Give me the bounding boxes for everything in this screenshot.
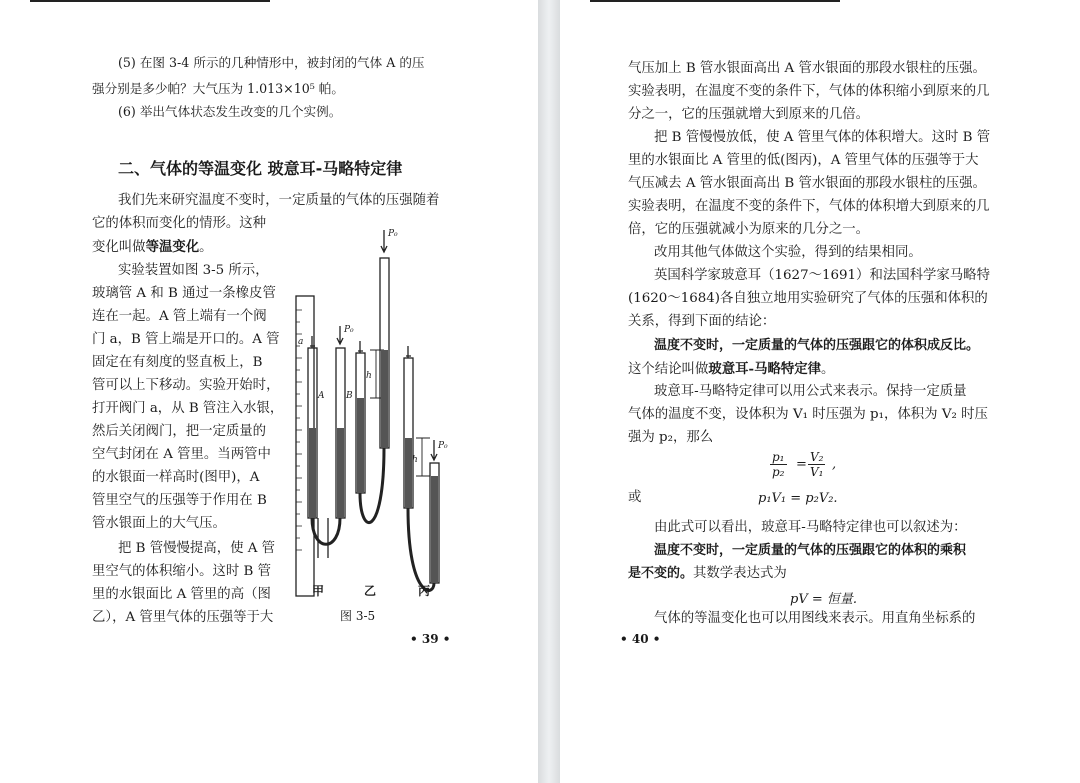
- label-h-bing: h: [412, 455, 418, 465]
- law-name-line: 这个结论叫做玻意耳-马略特定律。: [628, 361, 835, 377]
- body-line: 里空气的体积缩小。这时 B 管: [92, 564, 272, 579]
- restate-line: 由此式可以看出，玻意耳-马略特定律也可以叙述为：: [654, 520, 967, 535]
- body-line: 管可以上下移动。实验开始时，: [92, 378, 280, 393]
- body-line: 把 B 管慢慢放低，使 A 管里气体的体积增大。这时 B 管: [654, 130, 991, 145]
- body-line: 打开阀门 a，从 B 管注入水银，: [92, 401, 284, 416]
- eq1-comma: ,: [832, 457, 837, 472]
- question-5-line1: (5) 在图 3-4 所示的几种情形中，被封闭的气体 A 的压: [118, 55, 425, 70]
- section-heading: 二、气体的等温变化 玻意耳-马略特定律: [118, 159, 403, 178]
- figure-caption: 图 3-5: [340, 609, 376, 623]
- body-line: 气压减去 A 管水银面高出 B 管水银面的那段水银柱的压强。: [628, 176, 986, 191]
- law2-line1: 温度不变时，一定质量的气体的压强跟它的体积的乘积: [654, 543, 967, 558]
- eq2: p₁V₁ = p₂V₂.: [758, 491, 838, 506]
- law-name: 玻意耳-马略特定律: [708, 361, 822, 377]
- question-6: (6) 举出气体状态发生改变的几个实例。: [118, 104, 342, 119]
- top-rule: [30, 0, 270, 2]
- formula-intro-1: 玻意耳-马略特定律可以用公式来表示。保持一定质量: [654, 384, 967, 399]
- body-line: 实验表明，在温度不变的条件下，气体的体积缩小到原来的几: [628, 84, 990, 99]
- law2-line2: 是不变的。其数学表达式为: [628, 566, 787, 581]
- body-line: 然后关闭阀门，把一定质量的: [92, 424, 267, 439]
- formula-intro-3: 强为 p₂，那么: [628, 430, 714, 445]
- figure-3-5: [288, 218, 468, 628]
- body-line: 实验装置如图 3-5 所示，: [118, 263, 269, 278]
- body-line: 实验表明，在温度不变的条件下，气体的体积增大到原来的几: [628, 199, 990, 214]
- label-tube-A: A: [318, 391, 325, 401]
- body-line: 把 B 管慢慢提高，使 A 管: [118, 541, 276, 556]
- body-line: 玻璃管 A 和 B 通过一条橡皮管: [92, 286, 276, 301]
- left-page: [0, 0, 538, 783]
- body-line: 里的水银面比 A 管里的低(图丙)，A 管里气体的压强等于大: [628, 153, 979, 168]
- or-label: 或: [628, 490, 642, 505]
- term-isothermal: 等温变化: [145, 239, 200, 255]
- intro-line2: 它的体积而变化的情形。这种: [92, 216, 267, 231]
- label-h-yi: h: [366, 371, 372, 381]
- label-jia: 甲: [312, 584, 325, 598]
- body-line: (1620～1684)各自独立地用实验研究了气体的压强和体积的: [628, 291, 988, 306]
- formula-intro-2: 气体的温度不变，设体积为 V₁ 时压强为 p₁，体积为 V₂ 时压: [628, 407, 988, 422]
- body-line: 改用其他气体做这个实验，得到的结果相同。: [654, 245, 922, 260]
- label-p0-jia: P₀: [344, 325, 354, 335]
- body-line: 门 a，B 管上端是开口的。A 管: [92, 332, 280, 347]
- body-line: 管水银面上的大气压。: [92, 516, 226, 531]
- body-line-last: 气体的等温变化也可以用图线来表示。用直角坐标系的: [654, 611, 976, 626]
- question-5-line2: 强分别是多少帕？大气压为 1.013×10⁵ 帕。: [92, 81, 344, 96]
- intro-line1: 我们先来研究温度不变时，一定质量的气体的压强随着: [118, 193, 440, 208]
- body-line: 乙），A 管里气体的压强等于大: [92, 610, 274, 625]
- body-line: 空气封闭在 A 管里。当两管中: [92, 447, 271, 462]
- body-line: 固定在有刻度的竖直板上，B: [92, 355, 263, 370]
- eq1-rhs: $\frac{\text{V₂}}{\text{V₁}}$: [810, 450, 824, 479]
- label-p0-yi: P₀: [388, 229, 398, 239]
- body-line: 英国科学家玻意耳（1627～1691）和法国科学家马略特: [654, 268, 990, 283]
- eq1-equals: =: [796, 457, 807, 472]
- intro-line3: 变化叫做等温变化。: [92, 239, 213, 255]
- page-number-40: • 40 •: [620, 632, 661, 646]
- right-page: [560, 0, 1080, 783]
- body-line: 连在一起。A 管上端有一个阀: [92, 309, 267, 324]
- label-tube-B: B: [346, 391, 353, 401]
- label-valve-a: a: [298, 337, 304, 347]
- law-statement: 温度不变时，一定质量的气体的压强跟它的体积成反比。: [654, 338, 980, 353]
- page-number-39: • 39 •: [410, 632, 451, 646]
- eq1-lhs: $\frac{\text{p₁}}{\text{p₂}}$: [772, 450, 785, 479]
- apparatus-diagram: [288, 218, 468, 628]
- body-line: 分之一，它的压强就增大到原来的几倍。: [628, 107, 870, 122]
- label-yi: 乙: [364, 584, 377, 598]
- body-line: 关系，得到下面的结论：: [628, 314, 776, 329]
- eq3: pV = 恒量.: [790, 592, 857, 607]
- body-line: 的水银面一样高时(图甲)，A: [92, 470, 260, 485]
- body-line: 里的水银面比 A 管里的高（图: [92, 587, 271, 602]
- body-line: 倍，它的压强就减小为原来的几分之一。: [628, 222, 870, 237]
- label-p0-bing: P₀: [438, 441, 448, 451]
- page-gutter: [538, 0, 560, 783]
- label-bing: 丙: [418, 584, 431, 598]
- body-line: 气压加上 B 管水银面高出 A 管水银面的那段水银柱的压强。: [628, 61, 986, 76]
- body-line: 管里空气的压强等于作用在 B: [92, 493, 267, 508]
- top-rule: [590, 0, 840, 2]
